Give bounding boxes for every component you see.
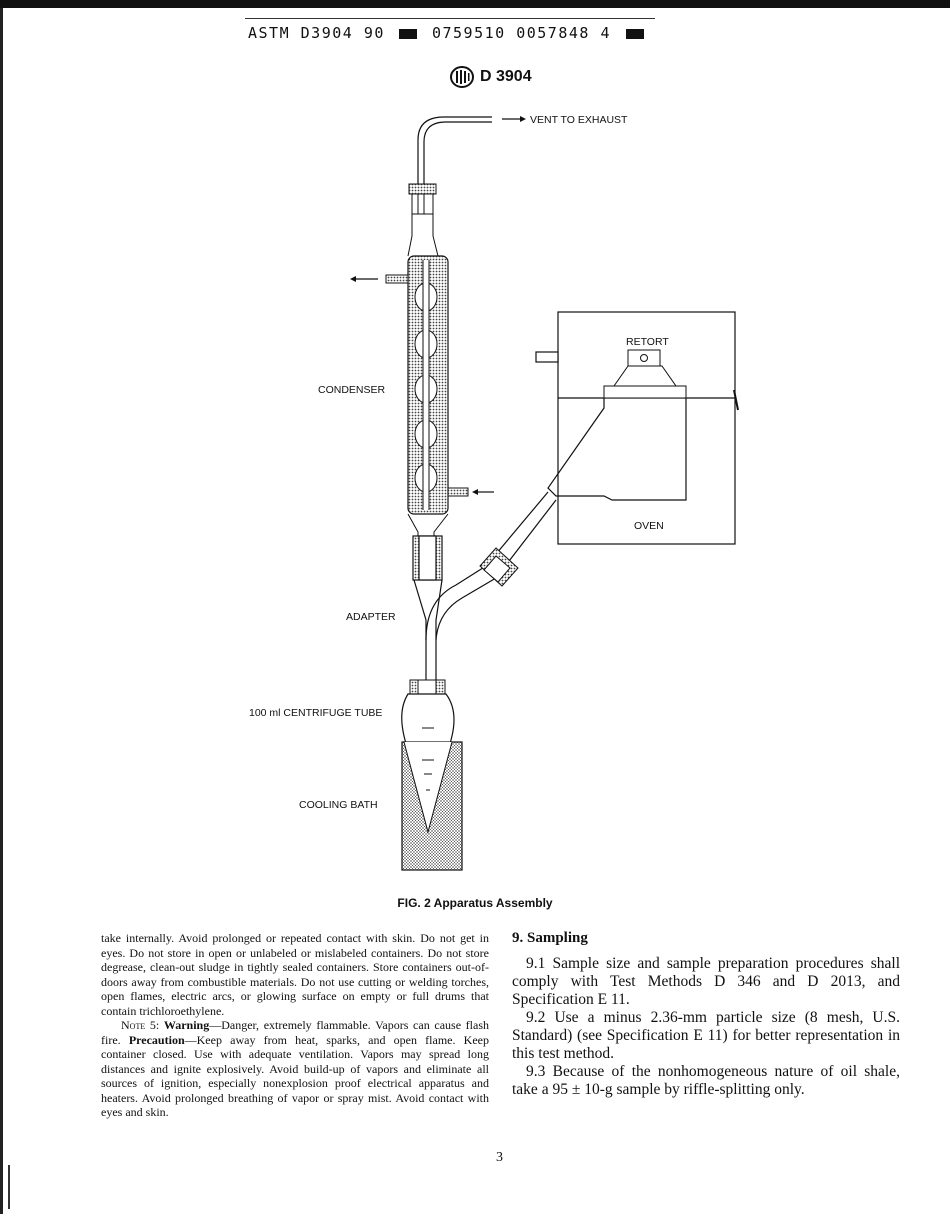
safety-paragraph: take internally. Avoid prolonged or repeated contact with skin. Do not get in eyes. Do not store in open or unlabeled or mislabeled containers. Do not store degrease, clean-out sludge in tightly sealed containers. Store containers out-of-doors away from combustible materials. Do not use cutting or welding torches, open flames, electric arcs, or glowing surface on empty or full drums that contain trichloroethylene.: [101, 931, 489, 1018]
adapter-joint: [480, 548, 518, 586]
page-number: 3: [496, 1150, 503, 1165]
paragraph-9-3: 9.3 Because of the nonhomogeneous nature of oil shale, take a 95 ± 10-g sample by riffle-splitting only.: [512, 1063, 900, 1098]
section-heading: 9. Sampling: [512, 930, 588, 946]
condenser: [386, 256, 468, 548]
left-column: [101, 931, 489, 1120]
cooling-bath-label: COOLING BATH: [299, 799, 378, 811]
vent-label: VENT TO EXHAUST: [530, 114, 628, 126]
figure-caption: FIG. 2 Apparatus Assembly: [397, 896, 553, 910]
adapter: [413, 492, 556, 686]
cooling-bath: [402, 742, 462, 870]
vent-arrow-icon: [502, 116, 526, 122]
precaution-label: Precaution: [128, 1032, 185, 1047]
warning-text: —Danger, extremely flammable. Vapors can cause flash fire.: [101, 1018, 489, 1047]
vent-tube: [418, 117, 492, 188]
designation: D 3904: [480, 68, 532, 85]
warning-label: Warning: [163, 1018, 210, 1032]
oven-label: OVEN: [634, 520, 664, 532]
right-column: [512, 929, 900, 1099]
note-label: Note 5:: [121, 1018, 160, 1032]
note-5: [101, 1018, 489, 1120]
precaution-text: —Keep away from heat, sparks, and open flame. Keep container closed. Use with adequate ventilation. Vapors may spread long distances and ignite explosively. Avoid build-up of vapors and eliminate all sources of ignition, especially nonexplosion proof electrical apparatus and heaters. Avoid prolonged breathing of vapor or spray mist. Avoid contact with eyes and skin.: [101, 1032, 489, 1119]
adapter-label: ADAPTER: [346, 611, 396, 623]
header-code-part1: ASTM D3904 90: [248, 24, 385, 42]
paragraph-9-2: 9.2 Use a minus 2.36-mm particle size (8 mesh, U.S. Standard) (see Specification E 11) for better representation in this test method.: [512, 1009, 900, 1062]
condenser-label: CONDENSER: [318, 384, 386, 396]
water-in-arrow-icon: [472, 489, 494, 495]
water-out-arrow-icon: [350, 276, 378, 282]
retort: [604, 350, 686, 398]
centrifuge-tube-label: 100 ml CENTRIFUGE TUBE: [249, 707, 383, 719]
paragraph-9-1: 9.1 Sample size and sample preparation procedures shall comply with Test Methods D 346 and D 2013, and Specification E 11.: [512, 955, 900, 1008]
scan-artifact: [8, 1165, 10, 1209]
retort-label: RETORT: [626, 336, 669, 348]
top-joint: [408, 184, 438, 256]
header-code-part2: 0759510 0057848 4: [431, 24, 611, 42]
